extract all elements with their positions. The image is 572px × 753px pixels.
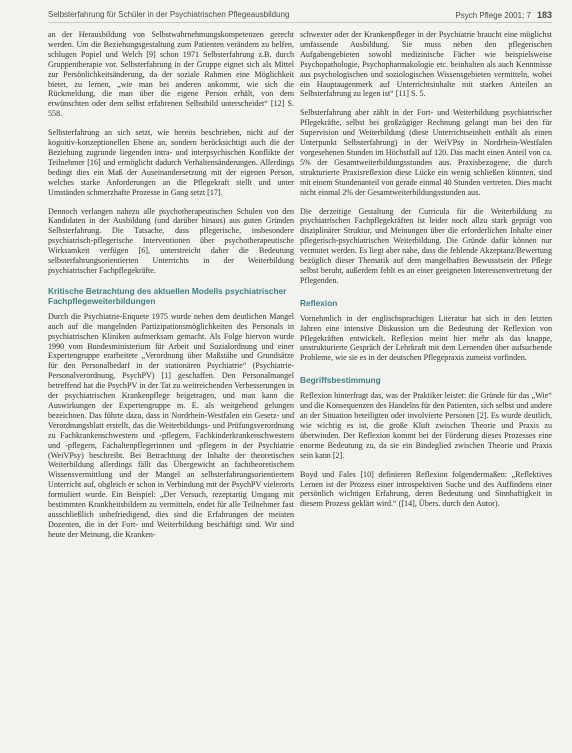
paragraph: Reflexion hinterfragt das, was der Praktiker leistet: die Gründe für das „Wie“ und die Konsequenzen des Handelns für den Patienten, sich selbst und andere an der Situation beteiligten oder involvierte Personen [2]. Es wurde deutlich, wie wichtig es ist, die große Kluft zwischen Theorie und Praxis zu überwinden. Der Reflexion kommt bei der Förderung dieses Prozesses eine enorme Bedeutung zu, da sie ein Bindeglied zwischen Theorie und Praxis sein kann [2]. [300, 391, 552, 460]
section-heading: Reflexion [300, 297, 338, 308]
running-title: Selbsterfahrung für Schüler in der Psychiatrischen Pflegeausbildung [48, 10, 290, 19]
page-number: 183 [536, 10, 552, 20]
section-heading: Kritische Betrachtung des aktuellen Modells psychiatrischer Fachpflegeweiterbildungen [48, 285, 287, 306]
paragraph: Boyd und Fales [10] definieren Reflexion folgendermaßen: „Reflektives Lernen ist der Prozess einer introspektiven Suche und des Auffindens einer persönlich wichtigen Erfahrung, deren Bedeutung und Sinnhaftigkeit in diesem Prozess geklärt wird.“ ([14], Übers. durch den Autor). [300, 469, 552, 509]
paragraph: Dennoch verlangen nahezu alle psychotherapeutischen Schulen von den Kandidaten in der Ausbildung (und darüber hinaus) aus guten Gründen Selbsterfahrung. Die Tatsache, dass pflegerische, insbesondere psychiatrisch-pflegerische Interventionen über psychotherapeutische Wirksamkeit verfügen [6], unterstreicht daher die Bedeutung selbsterfahrungsorientierten Unterrichts in der Weiterbildung psychiatrischer Fachpflegekräfte. [48, 206, 294, 275]
section-heading: Begriffsbestimmung [300, 375, 381, 386]
journal-issue: Psych Pflege 2001; 7 [455, 11, 531, 20]
paragraph: Selbsterfahrung aber zählt in der Fort- und Weiterbildung psychiatrischer Pflegekräfte, selbst bei großzügiger Rechnung gelangt man bei den für Supervision und Weiterbildung (diese Unterrichtseinheit enthält als einen Unterpunkt Selbsterfahrung) in der WeiVPsy in Nordrhein-Westfalen vorgesehenen Stunden im Höchstfall auf 120. Das macht einen Anteil von ca. 5% der Gesamtweiterbildungsstunden aus. Praxisbezogene, die durch strukturierte Praxisreflexion diese Lücke ein wenig schließen könnten, sind mit einem Stundenanteil von gerade einmal 40 Stunden vertreten. Dies macht nicht einmal 2% der Gesamtweiterbildungsstunden aus. [300, 108, 552, 197]
paragraph: schwester oder der Krankenpfleger in der Psychiatrie braucht eine möglichst umfassende Ausbildung. Sie muss neben den pflegerischen Aufgabengebieten sowohl medizinische Fächer wie beispielsweise Psychopathologie, Psychopharmakologie etc. beinhalten als auch Kenntnisse aus psychologischen und soziologischen Wissensgebieten vermitteln, wobei ein Hauptaugenmerk auf Unterrichtsinhalte mit starken Anteilen an Selbsterfahrung zu legen ist“ [11] S. 5. [300, 30, 552, 99]
paragraph: Selbsterfahrung an sich setzt, wie bereits beschrieben, nicht auf der kognitiv-konzeptionellen Ebene an, sondern berücksichtigt auch die der Beziehung zugrunde liegenden intra- und interpsychischen Konflikte der Teilnehmer [16] und ermöglicht dadurch Verhaltensänderungen. Allerdings bedingt dies ein Maß der Auseinandersetzung mit der eigenen Person, welches starke Anforderungen an die Pflegekraft stellt und unter Umständen schmerzhafte Prozesse in Gang setzt [17]. [48, 128, 294, 197]
paragraph: Vornehmlich in der englischsprachigen Literatur hat sich in den letzten Jahren eine intensive Diskussion um die Bedeutung der Reflexion von Pflegekräften entwickelt. Reflexion meint hier mehr als das knappe, unstrukturierte Gespräch der Lehrkraft mit dem Lernenden über aufsuchende Probleme, wie sie es in der deutschen Pflegepraxis zumeist vorfinden. [300, 313, 552, 363]
paragraph: Die derzeitige Gestaltung der Curricula für die Weiterbildung zu psychiatrischen Fachpflegekräften ist leider noch allzu stark geprägt von disziplinärer Struktur, und Meinungen über die erforderlichen Inhalte einer pflegerisch-psychiatrischen Weiterbildung. Die Gründe dafür können nur vermutet werden. Es liegt aber nahe, dass die fehlende Akzeptanz/Bewertung bezüglich dieser Thematik auf dem mangelhaften Bewusstsein der Pflege selbst beruht, außerdem fehlt es an einer geeigneten Interessenvertretung der Pflegenden. [300, 206, 552, 285]
journal-citation [455, 10, 552, 20]
paragraph: Durch die Psychiatrie-Enquete 1975 wurde neben dem deutlichen Mangel auch auf die mangelnden Partizipationsmöglichkeiten des Personals in psychiatrischen Kliniken aufmerksam gemacht. Als Folge hiervon wurde 1990 vom Bundesministerium für Arbeit und Sozialordnung und einer Expertengruppe erarbeitete „Verordnung über Maßstäbe und Grundsätze für den Personalbedarf in der stationären Psychiatrie“ (Psychiatrie-Personalverordnung, PsychPV) [1] geschaffen. Den Personalmangel betreffend hat die PsychPV in der Tat zu weitreichenden Verbesserungen in der psychiatrischen Krankenpflege beigetragen, und man kann die Auswirkungen der Expertengruppe m. E. als weitgehend gelungen bezeichnen. Das führte dazu, dass in Nordrhein-Westfalen ein Gesetz- und Verordnungsblatt erstellt, das die Weiterbildungs- und Prüfungsverordnung zu Fachkrankenschwestern und -pflegern, Fachkinderkrankenschwestern und -pflegern, Fachaltenpflegerinnen und -pflegern in der Psychiatrie (WeiVPsy) beschreibt. Bei Betrachtung der Inhalte der theoretischen Weiterbildung allerdings fällt das Übergewicht an fachtheoretischem Wissensvermittlung und der Mangel an selbsterfahrungsorientiertem Unterricht auf, obgleich er schon in Verbindung mit der PsychPV vielerorts formuliert wurde. Ein Beispiel: „Der Versuch, rezeptartig Umgang mit bestimmten Krankheitsbildern zu vermitteln, endet für alle Teilnehmer fast ausschließlich unbefriedigend, dies sind die Erfahrungen der meisten Dozenten, die in der Fort- und Weiterbildung beschäftigt sind. Wir sind heute der Meinung, die Kranken- [48, 311, 294, 539]
left-column [48, 30, 294, 549]
running-header [48, 10, 552, 28]
right-column [300, 30, 552, 518]
header-rule [48, 22, 552, 23]
paragraph: an der Herausbildung von Selbstwahrnehmungskompetenzen gerecht werden. Um die Beziehungsgestaltung zum Patienten verändern zu helfen, schlugen Popiel und Welch [9] schon 1971 Selbsterfahrung z.B. durch Gruppentherapie vor. Selbsterfahrung in der Gruppe eignet sich als Mittel zur Persönlichkeitsänderung, da der soziale Rahmen eine Möglichkeit bietet, zu lernen, „wie man bei anderen ankommt, wie sich die Rückmeldung, die man über die eigene Person erhält, von dem erwünschten oder dem selbst erfahrenen Selbstbild unterscheidet“ [12] S. 558. [48, 30, 294, 119]
